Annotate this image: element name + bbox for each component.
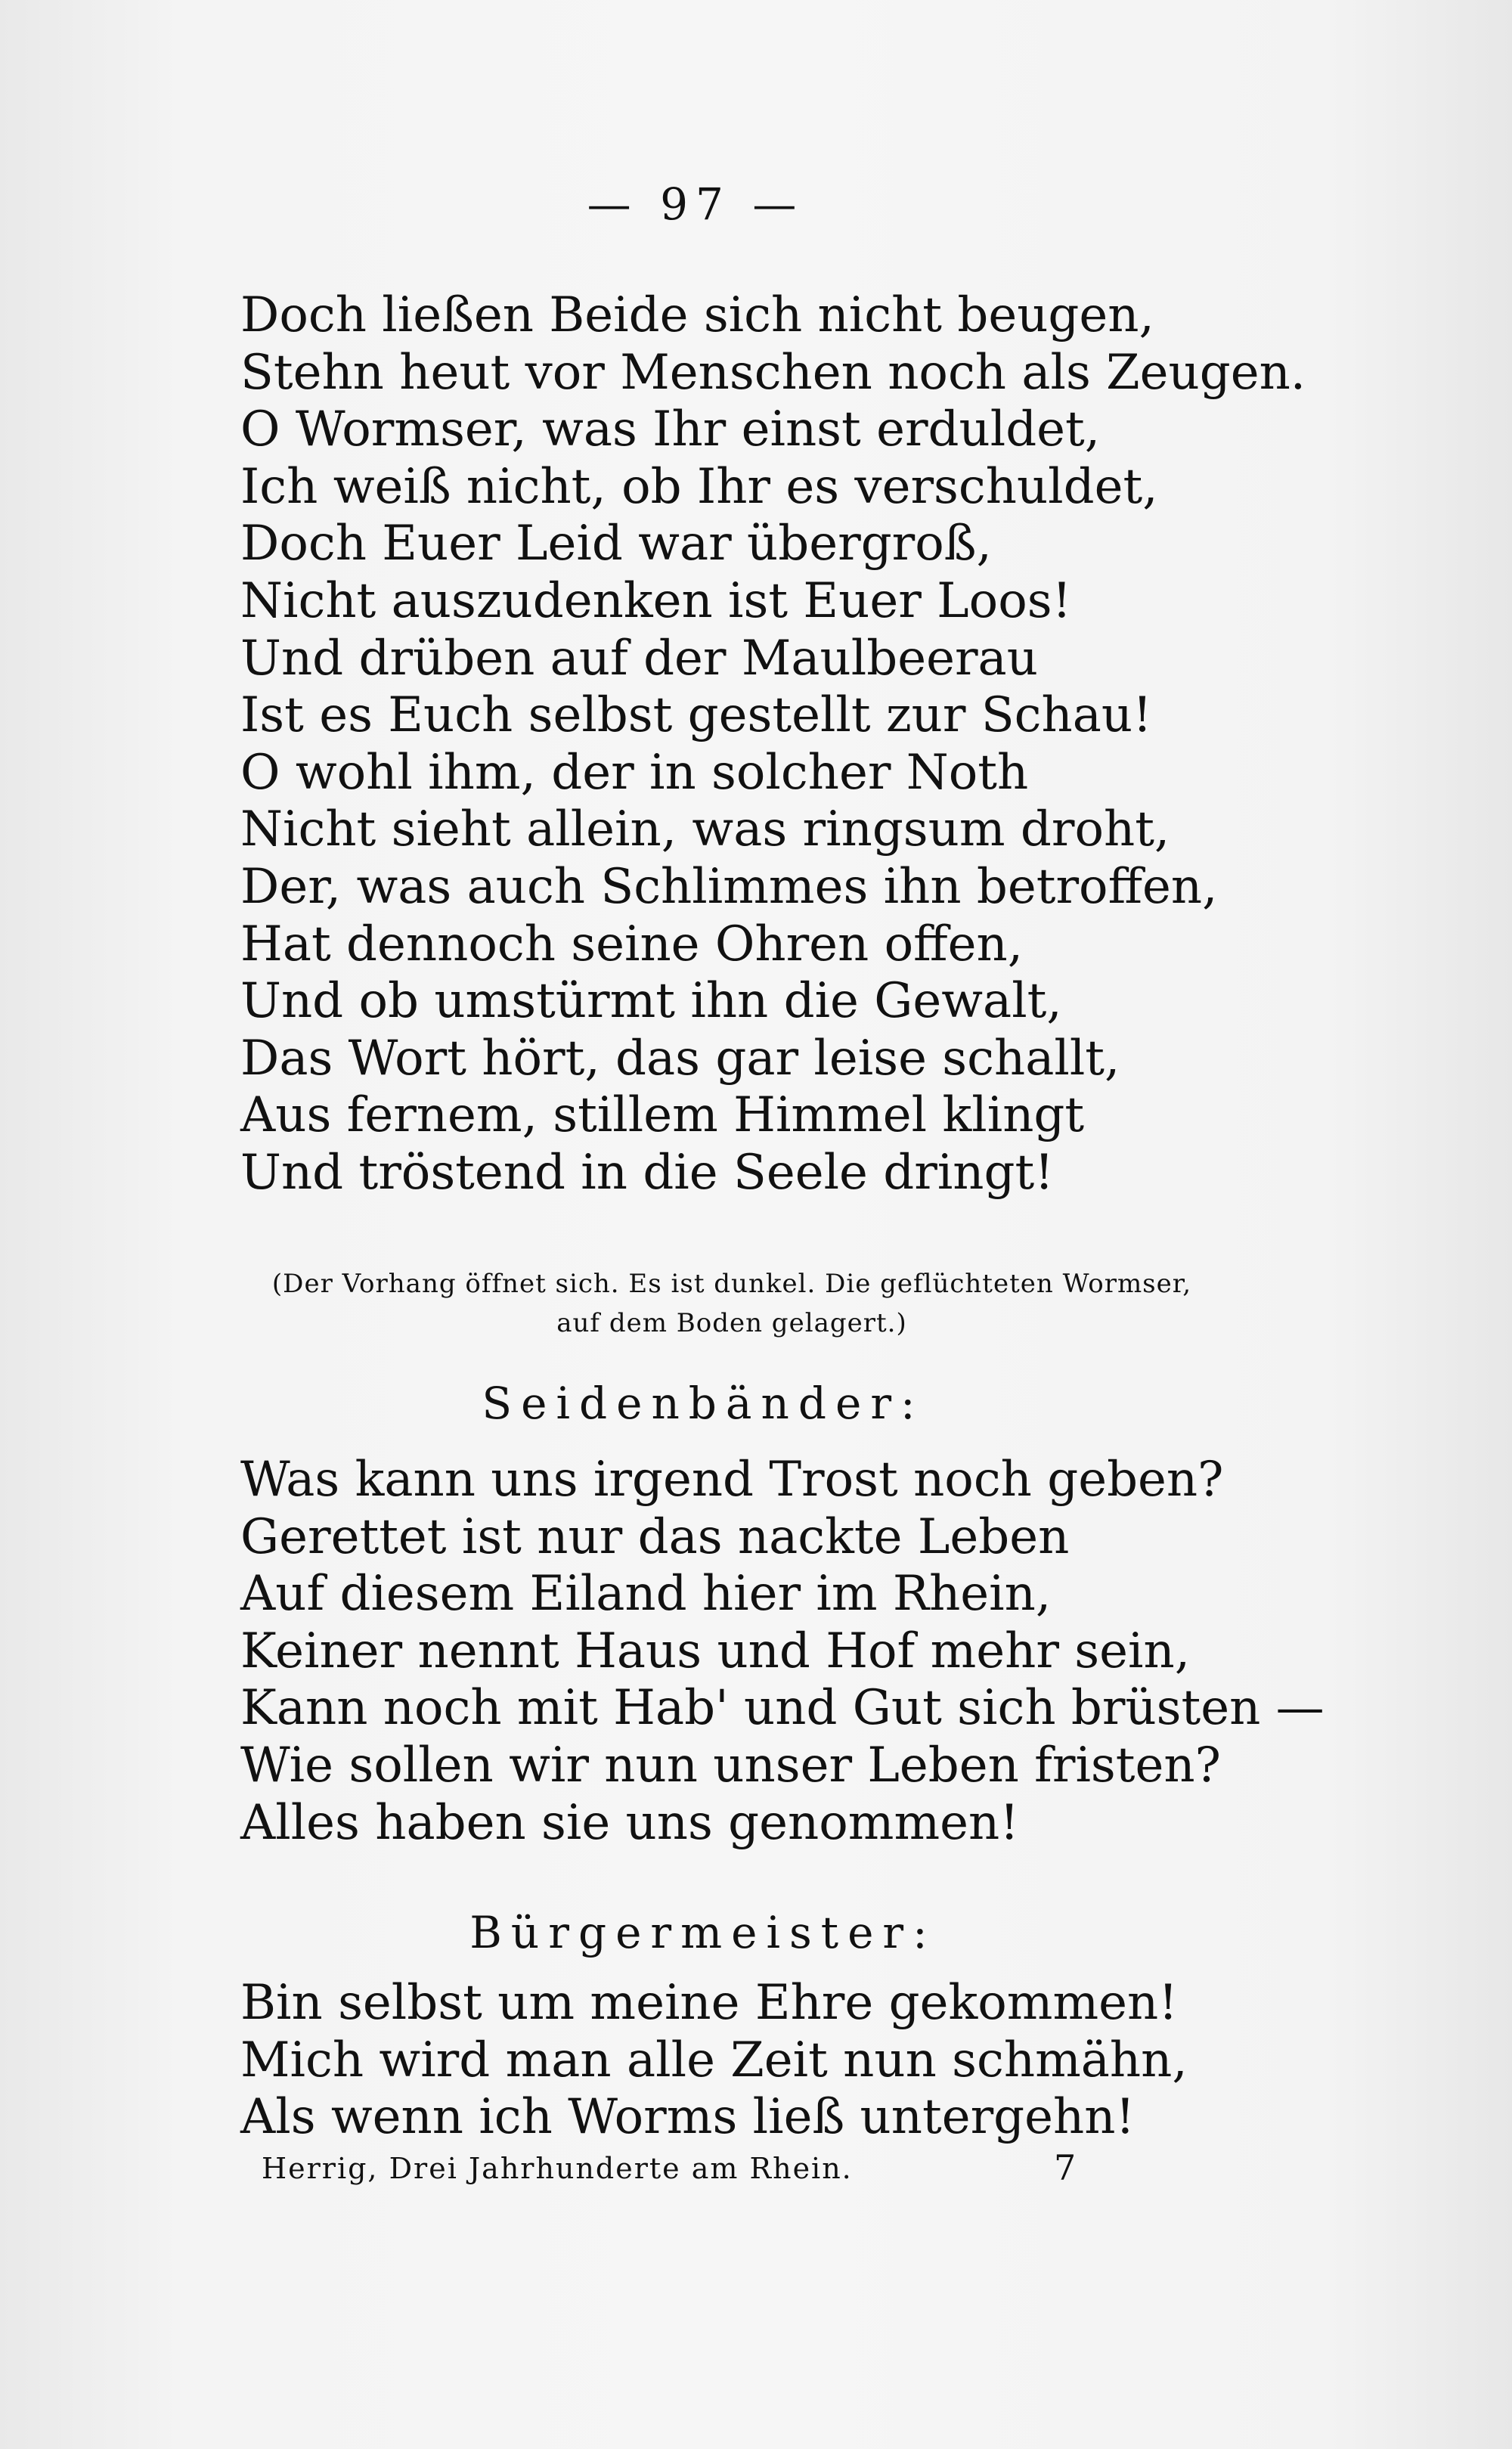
speaker-name: Bürgermeister:: [469, 1907, 937, 1958]
verse-line: Stehn heut vor Menschen noch als Zeugen.: [240, 344, 1306, 401]
verse-line: Was kann uns irgend Trost noch geben?: [240, 1452, 1224, 1508]
verse-line: Aus fernem, stillem Himmel klingt: [240, 1087, 1085, 1144]
verse-line: Als wenn ich Worms ließ untergehn!: [240, 2089, 1136, 2146]
verse-line: Nicht sieht allein, was ringsum droht,: [240, 801, 1170, 858]
stage-direction-line: auf dem Boden gelagert.): [556, 1308, 907, 1338]
book-title: Herrig, Drei Jahrhunderte am Rhein.: [262, 2152, 853, 2185]
verse-line: Ich weiß nicht, ob Ihr es verschuldet,: [240, 458, 1158, 515]
page-number: — 97 —: [587, 178, 804, 230]
verse-line: Auf diesem Eiland hier im Rhein,: [240, 1566, 1052, 1623]
verse-line: Gerettet ist nur das nackte Leben: [240, 1508, 1070, 1565]
verse-block-2: [240, 1452, 1325, 1852]
verse-line: Keiner nennt Haus und Hof mehr sein,: [240, 1623, 1191, 1679]
verse-line: Hat dennoch seine Ohren offen,: [240, 916, 1024, 972]
verse-line: Und drüben auf der Maulbeerau: [240, 630, 1038, 687]
verse-line: O wohl ihm, der in solcher Noth: [240, 744, 1029, 801]
verse-line: Wie sollen wir nun unser Leben fristen?: [240, 1737, 1221, 1793]
verse-line: Doch ließen Beide sich nicht beugen,: [240, 287, 1154, 343]
verse-block-3: [240, 1975, 1284, 2147]
verse-line: Kann noch mit Hab' und Gut sich brüsten —: [240, 1680, 1325, 1737]
stage-direction-line: (Der Vorhang öffnet sich. Es ist dunkel. Die geflüchteten Wormser,: [271, 1269, 1192, 1299]
verse-line: Doch Euer Leid war übergroß,: [240, 516, 992, 572]
speaker-name: Seidenbänder:: [482, 1378, 925, 1429]
verse-line: Bin selbst um meine Ehre gekommen!: [240, 1975, 1178, 2031]
stage-direction: [240, 1264, 1223, 1343]
footer-title: [262, 2152, 1093, 2185]
verse-line: Und tröstend in die Seele dringt!: [240, 1144, 1054, 1201]
verse-line: Nicht auszudenken ist Euer Loos!: [240, 572, 1072, 629]
verse-block-1: [240, 287, 1306, 1202]
verse-line: Das Wort hört, das gar leise schallt,: [240, 1030, 1120, 1087]
verse-line: Ist es Euch selbst gestellt zur Schau!: [240, 687, 1152, 744]
verse-line: Der, was auch Schlimmes ihn betroffen,: [240, 858, 1218, 915]
verse-line: Und ob umstürmt ihn die Gewalt,: [240, 973, 1062, 1030]
verse-line: O Wormser, was Ihr einst erduldet,: [240, 401, 1101, 458]
verse-line: Mich wird man alle Zeit nun schmähn,: [240, 2032, 1188, 2088]
verse-line: Alles haben sie uns genommen!: [240, 1794, 1019, 1851]
signature-number: 7: [1054, 2147, 1077, 2188]
